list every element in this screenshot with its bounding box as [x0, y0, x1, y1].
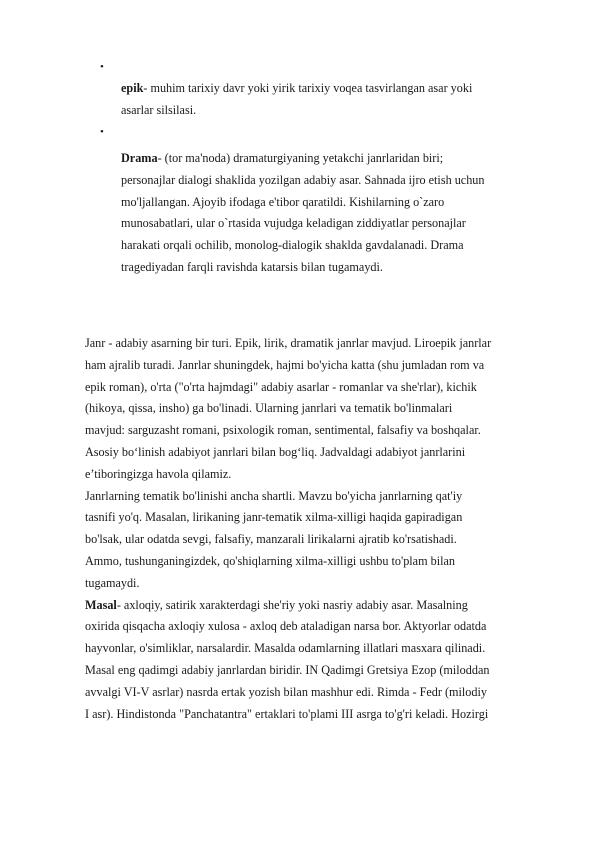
body-line: mavjud: sarguzasht romani, psixologik roman, sentimental, falsafiy va boshqalar.: [85, 423, 481, 438]
text-line: personajlar dialogi shaklida yozilgan adabiy asar. Sahnada ijro etish uchun: [121, 172, 485, 187]
body-line: Janrlarning tematik bo'linishi ancha shartli. Mavzu bo'yicha janrlarning qat'iy: [85, 488, 463, 503]
text-line: harakati orqali ochilib, monolog-dialogik shaklda gavdalanadi. Drama: [121, 238, 464, 253]
body-line: hayvonlar, o'simliklar, narsalardir. Masalda odamlarning illatlari masxara qilinadi.: [85, 641, 486, 656]
body-line: tasnifi yo'q. Masalan, lirikaning janr-tematik xilma-xilligi haqida gapiradigan: [85, 510, 463, 525]
body-line: (hikoya, qissa, insho) ga bo'linadi. Ularning janrlari va tematik bo'linmalari: [85, 401, 453, 416]
body-line-masal: Masal- axloqiy, satirik xarakterdagi she'riy yoki nasriy adabiy asar. Masalning: [85, 597, 468, 612]
bullet-marker: •: [100, 61, 104, 73]
body-line: oxirida qisqacha axloqiy xulosa - axloq deb ataladigan narsa bor. Aktyorlar odatda: [85, 619, 487, 634]
text-line: mo'ljallangan. Ajoyib ifodaga e'tibor qaratildi. Kishilarning o`zaro: [121, 194, 445, 209]
bullet-paragraph: [121, 78, 526, 122]
text-line: - muhim tarixiy davr yoki yirik tarixiy voqea tasvirlangan asar yoki: [143, 81, 473, 95]
text-line: munosabatlari, ular o`rtasida vujudga keladigan ziddiyatlar personajlar: [121, 216, 466, 231]
body-paragraphs: [85, 333, 557, 725]
term-epik: epik: [121, 81, 144, 95]
body-line: avvalgi VI-V asrlar) nasrda ertak yozish bilan mashhur edi. Rimda - Fedr (milodiy: [85, 684, 487, 699]
body-line: ham ajralib turadi. Janrlar shuningdek, hajmi bo'yicha katta (shu jumladan rom va: [85, 357, 485, 372]
body-line: Ammo, tushunganingizdek, qo'shiqlarning xilma-xilligi ushbu to'plam bilan: [85, 553, 455, 568]
term-masal: Masal: [85, 597, 117, 612]
body-line: bo'lsak, ular odatda sevgi, falsafiy, manzarali lirikalarni ajratib ko'rsatishadi.: [85, 532, 457, 547]
body-line: epik roman), o'rta ("o'rta hajmdagi" adabiy asarlar - romanlar va she'rlar), kichik: [85, 379, 477, 394]
text-line: asarlar silsilasi.: [121, 102, 197, 117]
body-line: Janr - adabiy asarning bir turi. Epik, lirik, dramatik janrlar mavjud. Liroepik janrlar: [85, 336, 492, 350]
body-line: e’tiboringizga havola qilamiz.: [85, 466, 232, 481]
text-line: - (tor ma'noda) dramaturgiyaning yetakchi janrlaridan biri;: [157, 151, 444, 165]
bullet-marker: •: [100, 126, 104, 138]
body-line: I asr). Hindistonda "Panchatantra" ertaklari to'plami III asrga to'g'ri keladi. Hozirgi: [85, 706, 489, 721]
term-drama: Drama: [121, 151, 158, 165]
body-line: Masal eng qadimgi adabiy janrlardan biridir. IN Qadimgi Gretsiya Ezop (miloddan: [85, 662, 490, 677]
text-line: tragediyadan farqli ravishda katarsis bilan tugamaydi.: [121, 259, 383, 274]
bullet-paragraph: [121, 148, 526, 279]
body-line: tugamaydi.: [85, 575, 140, 590]
body-line: Asosiy bo‘linish adabiyot janrlari bilan bog‘liq. Jadvaldagi adabiyot janrlarini: [85, 444, 466, 459]
